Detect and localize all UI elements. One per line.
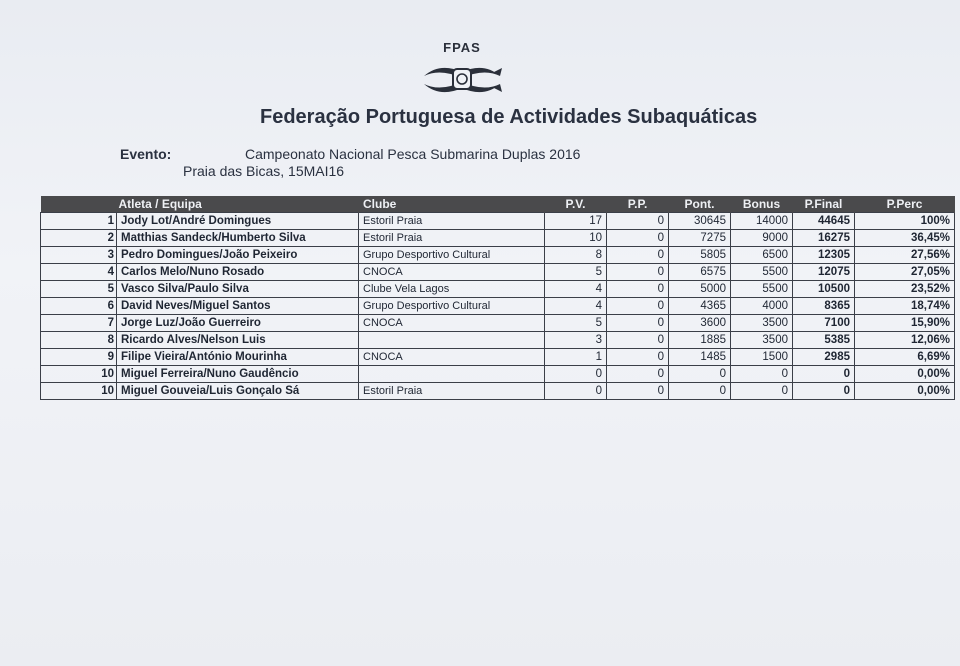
bonus-cell: 9000: [731, 230, 793, 247]
pont-cell: 3600: [669, 315, 731, 332]
pont-cell: 4365: [669, 298, 731, 315]
club-cell: Estoril Praia: [359, 230, 545, 247]
pp-cell: 0: [607, 230, 669, 247]
pperc-cell: 0,00%: [855, 383, 955, 400]
athletes-cell: David Neves/Miguel Santos: [117, 298, 359, 315]
table-row: [41, 349, 955, 366]
rank-cell: 7: [41, 315, 117, 332]
club-cell: Estoril Praia: [359, 383, 545, 400]
pfinal-cell: 2985: [793, 349, 855, 366]
pperc-cell: 23,52%: [855, 281, 955, 298]
club-cell: [359, 332, 545, 349]
event-label: Evento:: [120, 146, 172, 162]
bonus-cell: 0: [731, 366, 793, 383]
rank-cell: 10: [41, 366, 117, 383]
bonus-cell: 5500: [731, 281, 793, 298]
bonus-cell: 3500: [731, 332, 793, 349]
table-row: [41, 332, 955, 349]
pperc-cell: 36,45%: [855, 230, 955, 247]
bonus-cell: 6500: [731, 247, 793, 264]
pont-cell: 1885: [669, 332, 731, 349]
pv-cell: 3: [545, 332, 607, 349]
pont-cell: 7275: [669, 230, 731, 247]
pfinal-cell: 16275: [793, 230, 855, 247]
pperc-cell: 15,90%: [855, 315, 955, 332]
col-club-header: Clube: [359, 196, 545, 213]
club-cell: Grupo Desportivo Cultural: [359, 298, 545, 315]
pfinal-cell: 0: [793, 366, 855, 383]
athletes-cell: Miguel Gouveia/Luis Gonçalo Sá: [117, 383, 359, 400]
logo-text: FPAS: [443, 40, 481, 55]
athletes-cell: Vasco Silva/Paulo Silva: [117, 281, 359, 298]
club-cell: Clube Vela Lagos: [359, 281, 545, 298]
pv-cell: 4: [545, 298, 607, 315]
pont-cell: 30645: [669, 213, 731, 230]
pp-cell: 0: [607, 247, 669, 264]
col-athletes-header: Atleta / Equipa: [41, 196, 359, 213]
col-pfinal-header: P.Final: [793, 196, 855, 213]
table-row: [41, 213, 955, 230]
pp-cell: 0: [607, 383, 669, 400]
bonus-cell: 5500: [731, 264, 793, 281]
col-pont-header: Pont.: [669, 196, 731, 213]
pv-cell: 5: [545, 315, 607, 332]
pperc-cell: 27,05%: [855, 264, 955, 281]
athletes-cell: Carlos Melo/Nuno Rosado: [117, 264, 359, 281]
club-cell: CNOCA: [359, 264, 545, 281]
rank-cell: 1: [41, 213, 117, 230]
athletes-cell: Miguel Ferreira/Nuno Gaudêncio: [117, 366, 359, 383]
pv-cell: 1: [545, 349, 607, 366]
table-row: [41, 298, 955, 315]
pp-cell: 0: [607, 332, 669, 349]
rank-cell: 2: [41, 230, 117, 247]
club-cell: CNOCA: [359, 349, 545, 366]
pp-cell: 0: [607, 349, 669, 366]
athletes-cell: Jorge Luz/João Guerreiro: [117, 315, 359, 332]
pp-cell: 0: [607, 264, 669, 281]
bonus-cell: 4000: [731, 298, 793, 315]
bonus-cell: 1500: [731, 349, 793, 366]
rank-cell: 3: [41, 247, 117, 264]
col-bonus-header: Bonus: [731, 196, 793, 213]
col-pperc-header: P.Perc: [855, 196, 955, 213]
table-row: [41, 247, 955, 264]
table-row: [41, 366, 955, 383]
table-header-row: [41, 196, 955, 213]
club-cell: [359, 366, 545, 383]
pfinal-cell: 12075: [793, 264, 855, 281]
pfinal-cell: 5385: [793, 332, 855, 349]
event-place-date: Praia das Bicas, 15MAI16: [183, 163, 345, 179]
pperc-cell: 0,00%: [855, 366, 955, 383]
organization-title: Federação Portuguesa de Actividades Subaquáticas: [260, 106, 758, 128]
results-table: [40, 196, 955, 400]
pfinal-cell: 12305: [793, 247, 855, 264]
pp-cell: 0: [607, 281, 669, 298]
pp-cell: 0: [607, 298, 669, 315]
rank-cell: 6: [41, 298, 117, 315]
pfinal-cell: 10500: [793, 281, 855, 298]
pp-cell: 0: [607, 315, 669, 332]
pv-cell: 17: [545, 213, 607, 230]
rank-cell: 10: [41, 383, 117, 400]
pont-cell: 5000: [669, 281, 731, 298]
pont-cell: 1485: [669, 349, 731, 366]
table-row: [41, 315, 955, 332]
table-row: [41, 383, 955, 400]
pont-cell: 0: [669, 383, 731, 400]
athletes-cell: Pedro Domingues/João Peixeiro: [117, 247, 359, 264]
pv-cell: 8: [545, 247, 607, 264]
pfinal-cell: 0: [793, 383, 855, 400]
club-cell: Estoril Praia: [359, 213, 545, 230]
pp-cell: 0: [607, 213, 669, 230]
table-row: [41, 264, 955, 281]
pfinal-cell: 8365: [793, 298, 855, 315]
pv-cell: 4: [545, 281, 607, 298]
pv-cell: 0: [545, 383, 607, 400]
col-pp-header: P.P.: [607, 196, 669, 213]
pont-cell: 5805: [669, 247, 731, 264]
club-cell: Grupo Desportivo Cultural: [359, 247, 545, 264]
pperc-cell: 12,06%: [855, 332, 955, 349]
table-row: [41, 230, 955, 247]
bonus-cell: 3500: [731, 315, 793, 332]
pperc-cell: 27,56%: [855, 247, 955, 264]
rank-cell: 5: [41, 281, 117, 298]
bonus-cell: 14000: [731, 213, 793, 230]
pv-cell: 0: [545, 366, 607, 383]
pp-cell: 0: [607, 366, 669, 383]
pont-cell: 6575: [669, 264, 731, 281]
bonus-cell: 0: [731, 383, 793, 400]
pv-cell: 5: [545, 264, 607, 281]
pperc-cell: 18,74%: [855, 298, 955, 315]
pfinal-cell: 7100: [793, 315, 855, 332]
pont-cell: 0: [669, 366, 731, 383]
pfinal-cell: 44645: [793, 213, 855, 230]
rank-cell: 4: [41, 264, 117, 281]
fish-emblem-icon: [420, 54, 504, 104]
rank-cell: 8: [41, 332, 117, 349]
col-pv-header: P.V.: [545, 196, 607, 213]
pperc-cell: 100%: [855, 213, 955, 230]
table-row: [41, 281, 955, 298]
club-cell: CNOCA: [359, 315, 545, 332]
pv-cell: 10: [545, 230, 607, 247]
fpas-logo: [420, 40, 504, 106]
athletes-cell: Filipe Vieira/António Mourinha: [117, 349, 359, 366]
rank-cell: 9: [41, 349, 117, 366]
pperc-cell: 6,69%: [855, 349, 955, 366]
athletes-cell: Jody Lot/André Domingues: [117, 213, 359, 230]
athletes-cell: Ricardo Alves/Nelson Luis: [117, 332, 359, 349]
event-name: Campeonato Nacional Pesca Submarina Duplas 2016: [245, 146, 581, 162]
athletes-cell: Matthias Sandeck/Humberto Silva: [117, 230, 359, 247]
